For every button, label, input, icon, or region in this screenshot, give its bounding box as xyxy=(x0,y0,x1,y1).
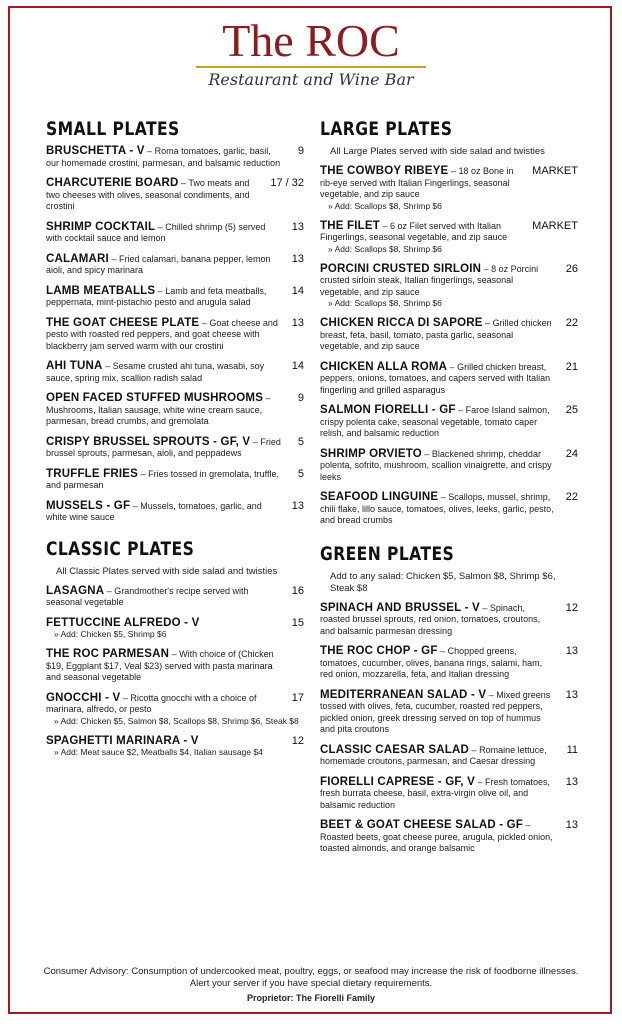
menu-item xyxy=(320,492,578,527)
menu-item-price: 9 xyxy=(294,146,304,158)
menu-item-body xyxy=(320,492,578,527)
large-plates-list xyxy=(320,166,578,527)
menu-item-name: LASAGNA xyxy=(46,584,105,597)
menu-item-price: 12 xyxy=(562,603,578,615)
menu-item-description: – Blackened shrimp, cheddar polenta, sofrito, mushroom, scallion vinaigrette, and crispy leeks xyxy=(320,448,552,482)
menu-item-description: – Roasted beets, goat cheese puree, arugula, pickled onion, toasted almonds, and orange balsamic xyxy=(320,820,553,853)
menu-item-addon: » Add: Scallops $8, Shrimp $6 xyxy=(328,243,442,254)
small-plates-list xyxy=(46,146,304,524)
menu-item-description: – Chilled shrimp (5) served with cocktail sauce and lemon xyxy=(46,221,266,243)
menu-item-price: 13 xyxy=(288,501,304,513)
menu-item-price: 13 xyxy=(562,646,578,658)
menu-item-price: MARKET xyxy=(528,166,578,178)
menu-item xyxy=(320,166,578,212)
footer xyxy=(40,966,582,1004)
right-column xyxy=(320,118,578,864)
menu-item-price: 5 xyxy=(294,437,304,449)
menu-item-body xyxy=(46,618,304,630)
menu-item-description: – Goat cheese and pesto with roasted red peppers, and goat cheese with blackberry jam served warm with our crostini xyxy=(46,317,278,351)
menu-item-addon: » Add: Meat sauce $2, Meatballs $4, Italian sausage $4 xyxy=(54,747,263,757)
menu-item-body xyxy=(46,146,304,169)
menu-item xyxy=(320,777,578,812)
menu-item-price: 13 xyxy=(562,777,578,789)
menu-item-description: – Roma tomatoes, garlic, basil, our homemade crostini, parmesan, and balsamic reduction xyxy=(46,146,281,168)
menu-item-name: THE ROC CHOP - GF xyxy=(320,645,438,657)
menu-item-name: TRUFFLE FRIES xyxy=(46,467,139,480)
menu-item-name: BEET & GOAT CHEESE SALAD - GF xyxy=(320,819,524,831)
menu-item-description: – Mushrooms, Italian sausage, white wine cream sauce, parmesan, bread crumbs, and gremolata xyxy=(46,393,271,426)
menu-item-price: 13 xyxy=(562,820,578,832)
menu-item xyxy=(320,646,578,681)
menu-item-body xyxy=(320,603,578,638)
menu-item-description: – Mixed greens tossed with olives, feta, cucumber, roasted red peppers, pickled onion, greek dressing served on top of hummus and pita croutons xyxy=(320,689,551,734)
menu-item-description: – Ricotta gnocchi with a choice of marinara, alfredo, or pesto xyxy=(46,692,257,714)
menu-item-body xyxy=(46,286,304,309)
menu-item-price: 22 xyxy=(562,318,578,330)
section-title: SMALL PLATES xyxy=(46,118,180,140)
logo xyxy=(0,15,622,89)
logo-divider xyxy=(196,66,426,68)
menu-item-name: PORCINI CRUSTED SIRLOIN xyxy=(320,262,482,275)
menu-item-description: – Mussels, tomatoes, garlic, and white wine sauce xyxy=(46,500,262,522)
section-note: Add to any salad: Chicken $5, Salmon $8, Shrimp $6, Steak $8 xyxy=(330,570,556,594)
menu-item-body xyxy=(46,693,304,716)
menu-item-body xyxy=(320,690,578,736)
menu-item xyxy=(46,254,304,277)
menu-item-name: LAMB MEATBALLS xyxy=(46,284,156,297)
menu-item-description: – Fries tossed in gremolata, truffle, and parmesan xyxy=(46,468,279,490)
section-note: All Large Plates served with side salad and twisties xyxy=(330,146,545,157)
menu-item-body xyxy=(46,736,304,748)
menu-item-body xyxy=(46,649,304,684)
menu-item xyxy=(46,501,304,524)
menu-item xyxy=(46,618,304,641)
menu-item xyxy=(46,146,304,169)
menu-item xyxy=(46,393,304,428)
classic-plates-list xyxy=(46,586,304,759)
menu-item xyxy=(46,736,304,759)
menu-item-name: FIORELLI CAPRESE - GF, V xyxy=(320,775,475,788)
menu-item-body xyxy=(46,178,304,213)
menu-item-description: – Scallops, mussel, shrimp, chili flake, lillo sauce, tomatoes, olives, leeks, garlic, pesto, and bread crumbs xyxy=(320,492,554,525)
menu-item-body xyxy=(46,501,304,524)
logo-subtitle: Restaurant and Wine Bar xyxy=(208,70,414,89)
menu-item-body xyxy=(320,449,578,484)
menu-item-body xyxy=(320,745,578,768)
menu-item xyxy=(320,820,578,855)
menu-item-name: SHRIMP COCKTAIL xyxy=(46,220,156,233)
menu-item-body xyxy=(320,264,578,299)
menu-item-name: BRUSCHETTA - V xyxy=(46,145,145,157)
menu-item xyxy=(320,221,578,255)
menu-item-body xyxy=(320,318,578,353)
menu-item-description: – Lamb and feta meatballs, peppernata, mint-pistachio pesto and arugula salad xyxy=(46,285,267,307)
menu-item xyxy=(320,603,578,638)
menu-item-name: CALAMARI xyxy=(46,252,109,265)
menu-item xyxy=(320,264,578,310)
menu-item-name: CHICKEN ALLA ROMA xyxy=(320,360,448,373)
section-note: All Classic Plates served with side salad and twisties xyxy=(56,565,278,577)
menu-item-body xyxy=(46,254,304,277)
menu-item xyxy=(46,222,304,245)
menu-item-addon: » Add: Chicken $5, Salmon $8, Scallops $8, Shrimp $6, Steak $8 xyxy=(54,715,299,726)
menu-item-description: – Chopped greens, tomatoes, cucumber, olives, banana rings, salami, ham, red onion, mozzarella, feta, and Italian dressing xyxy=(320,646,543,679)
menu-item-price: 26 xyxy=(562,264,578,276)
menu-item xyxy=(320,690,578,736)
menu-item-price: 15 xyxy=(288,618,304,630)
menu-item xyxy=(46,649,304,684)
logo-title: The ROC xyxy=(222,15,400,66)
menu-item xyxy=(46,469,304,492)
menu-item-name: CLASSIC CAESAR SALAD xyxy=(320,743,470,756)
menu-item-name: AHI TUNA xyxy=(46,360,103,372)
menu-item xyxy=(46,318,304,353)
menu-item-description: – 6 oz Filet served with Italian Fingerlings, seasonal vegetable, and zip sauce xyxy=(320,220,508,242)
menu-item xyxy=(46,693,304,727)
menu-item-price: 13 xyxy=(288,222,304,234)
menu-item-price: 9 xyxy=(294,393,304,405)
menu-item-description: – Faroe Island salmon, crispy polenta cake, seasonal vegetable, tomato caper relish, and balsamic reduction xyxy=(320,405,550,438)
menu-item xyxy=(46,178,304,213)
menu-item xyxy=(46,286,304,309)
menu-item-addon: » Add: Scallops $8, Shrimp $6 xyxy=(328,200,442,211)
green-plates-list xyxy=(320,603,578,855)
menu-item-name: SPINACH AND BRUSSEL - V xyxy=(320,601,480,614)
menu-item-name: CHICKEN RICCA DI SAPORE xyxy=(320,317,483,329)
menu-item-body xyxy=(46,469,304,492)
menu-item-description: – Fresh tomatoes, fresh burrata cheese, basil, extra-virgin olive oil, and balsamic reduction xyxy=(320,776,551,810)
menu-item xyxy=(320,318,578,353)
menu-item xyxy=(46,586,304,609)
menu-item-name: SPAGHETTI MARINARA - V xyxy=(46,734,199,747)
menu-item-body xyxy=(320,777,578,812)
green-plates-section xyxy=(320,543,578,855)
menu-item-name: MUSSELS - GF xyxy=(46,499,131,512)
section-title: LARGE PLATES xyxy=(320,118,453,140)
menu-item-body xyxy=(320,362,578,397)
menu-item-name: CHARCUTERIE BOARD xyxy=(46,177,179,189)
menu-item-name: SHRIMP ORVIETO xyxy=(320,447,422,460)
menu-item-name: MEDITERRANEAN SALAD - V xyxy=(320,688,487,701)
menu-item-description: – With choice of (Chicken $19, Eggplant $17, Veal $23) served with pasta marinara and seasonal vegetable xyxy=(46,649,274,682)
menu-item-price: 13 xyxy=(288,254,304,266)
section-title: CLASSIC PLATES xyxy=(46,537,195,560)
menu-item-name: SEAFOOD LINGUINE xyxy=(320,491,439,503)
menu-item xyxy=(320,449,578,484)
menu-item-price: 17 xyxy=(288,693,304,705)
menu-item-price: 14 xyxy=(288,361,304,373)
menu-item-body xyxy=(46,222,304,245)
menu-item-description: – Grandmother's recipe served with seasonal vegetable xyxy=(46,585,249,607)
menu-item-price: 11 xyxy=(563,745,578,757)
menu-item-description: – Grilled chicken breast, feta, basil, tomato, pasta garlic, seasonal vegetable, and zip sauce xyxy=(320,318,552,351)
menu-item-description: – Fried brussel sprouts, parmesan, aioli, and peppadews xyxy=(46,436,281,458)
menu-item-description: – 18 oz Bone in rib-eye served with Italian Fingerlings, seasonal vegetable, and zip sauce xyxy=(320,166,514,199)
menu-item-name: FETTUCCINE ALFREDO - V xyxy=(46,616,200,629)
menu-item-description: – Grilled chicken breast, peppers, onions, tomatoes, and capers served with Italian fingerling and grilled asparagus xyxy=(320,361,551,395)
menu-item-name: THE FILET xyxy=(320,219,380,232)
menu-item xyxy=(46,437,304,460)
menu-item-price: MARKET xyxy=(528,221,578,233)
menu-item-description: – Romaine lettuce, homemade croutons, parmesan, and Caesar dressing xyxy=(320,744,547,766)
menu-item-price: 14 xyxy=(288,286,304,298)
menu-item-body xyxy=(46,361,304,384)
menu-item-price: 22 xyxy=(562,492,578,504)
menu-item-body xyxy=(320,820,578,855)
menu-item-body xyxy=(320,646,578,681)
consumer-advisory: Consumer Advisory: Consumption of undercooked meat, poultry, eggs, or seafood may increase the risk of foodborne illnesses. Alert your server if you have special dietary requirements. xyxy=(43,966,579,989)
menu-item-description: – Fried calamari, banana pepper, lemon aioli, and spicy marinara xyxy=(46,253,271,275)
menu-item-description: – Two meats and two cheeses with olives, seasonal condiments, and crostini xyxy=(46,178,250,211)
menu-item-body xyxy=(46,393,304,428)
menu-item-name: THE ROC PARMESAN xyxy=(46,648,170,660)
menu-item-name: OPEN FACED STUFFED MUSHROOMS xyxy=(46,392,264,404)
menu-item-name: CRISPY BRUSSEL SPROUTS - GF, V xyxy=(46,435,251,448)
menu-item-body xyxy=(46,318,304,353)
menu-item-price: 16 xyxy=(288,586,304,598)
menu-item-description: – Sesame crusted ahi tuna, wasabi, soy sauce, spring mix, scallion radish salad xyxy=(46,361,265,383)
menu-item-description: – 8 oz Porcini crusted sirloin steak, Italian fingerlings, seasonal vegetable, and zip sauce xyxy=(320,263,539,297)
menu-item xyxy=(46,361,304,384)
menu-item-name: THE COWBOY RIBEYE xyxy=(320,165,449,177)
menu-item-description: – Spinach, roasted brussel sprouts, red onion, tomatoes, croutons, and balsamic parmesan dressing xyxy=(320,602,541,636)
menu-item-price: 17 / 32 xyxy=(266,178,304,190)
menu-item-name: SALMON FIORELLI - GF xyxy=(320,404,456,416)
menu-item-name: THE GOAT CHEESE PLATE xyxy=(46,316,200,329)
menu-item-name: GNOCCHI - V xyxy=(46,691,121,704)
menu-item xyxy=(320,745,578,768)
section-title: GREEN PLATES xyxy=(320,542,455,565)
menu-item-price: 12 xyxy=(288,736,304,748)
large-plates-section xyxy=(320,118,578,527)
menu-item-body xyxy=(320,405,578,440)
menu-item-price: 5 xyxy=(294,469,304,481)
classic-plates-section xyxy=(46,538,304,759)
menu-item-addon: » Add: Chicken $5, Shrimp $6 xyxy=(54,629,167,639)
menu-item-body xyxy=(46,437,304,460)
small-plates-section xyxy=(46,118,304,524)
menu-item-body xyxy=(46,586,304,609)
menu-item-price: 24 xyxy=(562,449,578,461)
menu-item-addon: » Add: Scallops $8, Shrimp $6 xyxy=(328,298,442,308)
left-column xyxy=(46,118,304,767)
menu-item-price: 13 xyxy=(288,318,304,330)
menu-item xyxy=(320,405,578,440)
menu-item-price: 21 xyxy=(562,362,578,374)
menu-item-price: 13 xyxy=(562,690,578,702)
menu-item xyxy=(320,362,578,397)
menu-item-price: 25 xyxy=(562,405,578,417)
proprietor: Proprietor: The Fiorelli Family xyxy=(246,993,376,1003)
